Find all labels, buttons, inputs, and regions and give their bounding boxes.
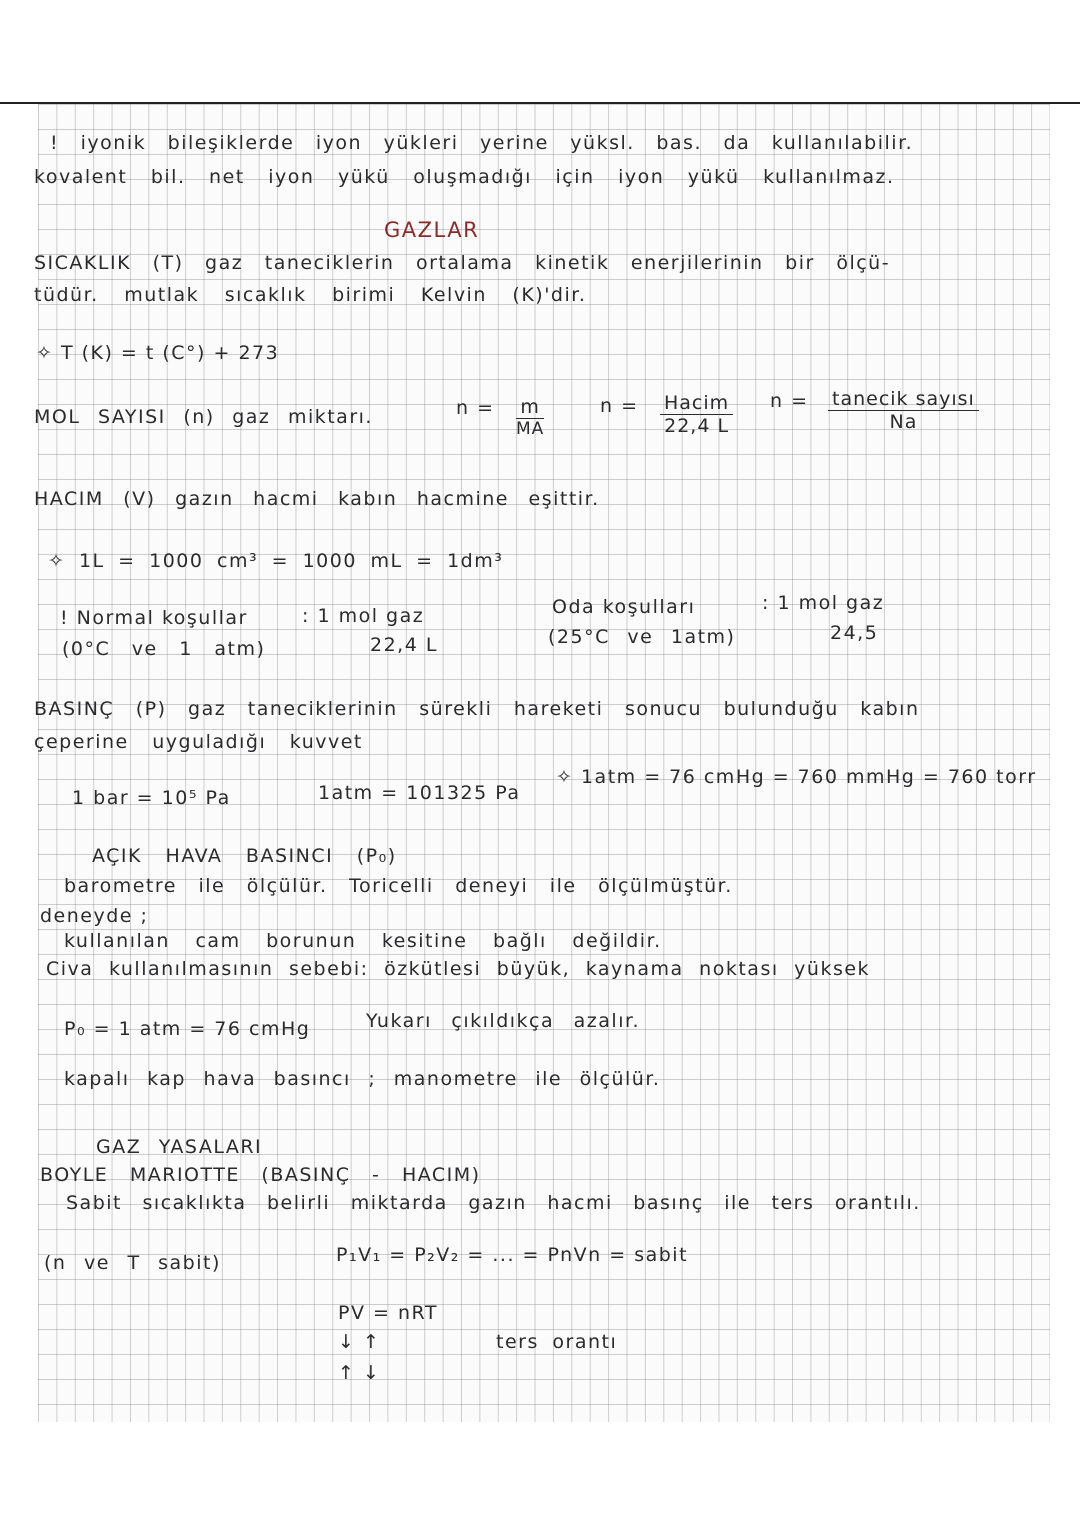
subsection-title: GAZ YASALARI	[96, 1136, 263, 1158]
numerator: tanecik sayısı	[828, 388, 979, 411]
arrows: ↓ ↑	[338, 1331, 381, 1353]
note-line: deneyde ;	[40, 905, 149, 927]
formula-ideal-gas: PV = nRT	[338, 1302, 438, 1324]
fraction-volume	[660, 392, 733, 437]
denominator: 22,4 L	[664, 415, 730, 437]
note-line: ! Normal koşullar	[60, 607, 248, 629]
note-line: (0°C ve 1 atm)	[62, 638, 266, 660]
note-line: Civa kullanılmasının sebebi: özkütlesi büyük, kaynama noktası yüksek	[46, 958, 871, 980]
formula-boyle: P₁V₁ = P₂V₂ = ... = PnVn = sabit	[336, 1244, 689, 1266]
formula-volume: ✧ 1L = 1000 cm³ = 1000 mL = 1dm³	[48, 550, 504, 572]
numerator: Hacim	[660, 392, 733, 415]
note-line: P₀ = 1 atm = 76 cmHg	[64, 1018, 311, 1040]
numerator: m	[516, 396, 544, 419]
note-line: Oda koşulları	[552, 596, 696, 618]
note-line: ters orantı	[496, 1331, 618, 1353]
note-line: 1 bar = 10⁵ Pa	[72, 787, 231, 809]
note-line: (n ve T sabit)	[44, 1252, 221, 1274]
note-line: tüdür. mutlak sıcaklık birimi Kelvin (K)'dir.	[34, 284, 587, 306]
denominator: MA	[516, 419, 545, 439]
note-line: BASINÇ (P) gaz taneciklerinin sürekli hareketi sonucu bulunduğu kabın	[34, 698, 920, 720]
note-line: 1atm = 101325 Pa	[318, 782, 521, 804]
formula-lhs: n =	[456, 397, 495, 419]
note-line: SICAKLIK (T) gaz taneciklerin ortalama kinetik enerjilerinin bir ölçü-	[34, 252, 891, 274]
denominator: Na	[889, 411, 918, 433]
formula-lhs: n =	[770, 390, 809, 412]
note-line: MOL SAYISI (n) gaz miktarı.	[34, 406, 373, 428]
note-line: kapalı kap hava basıncı ; manometre ile ölçülür.	[64, 1068, 661, 1090]
note-line: ! iyonik bileşiklerde iyon yükleri yerine yüksl. bas. da kullanılabilir.	[50, 132, 914, 154]
fraction-particles	[828, 388, 979, 433]
formula-lhs: n =	[600, 395, 639, 417]
note-line: kullanılan cam borunun kesitine bağlı değildir.	[64, 930, 662, 952]
note-line: kovalent bil. net iyon yükü oluşmadığı için iyon yükü kullanılmaz.	[34, 166, 895, 188]
formula-kelvin: ✧ T (K) = t (C°) + 273	[36, 342, 280, 364]
note-line: Yukarı çıkıldıkça azalır.	[366, 1010, 641, 1032]
note-line: 24,5	[830, 622, 879, 644]
note-line: ✧ 1atm = 76 cmHg = 760 mmHg = 760 torr	[556, 766, 1037, 788]
subsection-title: BOYLE MARIOTTE (BASINÇ - HACIM)	[40, 1164, 481, 1186]
note-line: çeperine uyguladığı kuvvet	[34, 731, 363, 753]
note-line: HACIM (V) gazın hacmi kabın hacmine eşittir.	[34, 488, 600, 510]
fraction-mass	[516, 396, 544, 439]
arrows: ↑ ↓	[338, 1362, 381, 1384]
note-line: : 1 mol gaz	[302, 605, 425, 627]
section-title: GAZLAR	[384, 218, 480, 242]
subsection-title: AÇIK HAVA BASINCI (P₀)	[92, 845, 397, 867]
note-line: : 1 mol gaz	[762, 592, 885, 614]
note-line: 22,4 L	[370, 634, 438, 656]
note-line: Sabit sıcaklıkta belirli miktarda gazın hacmi basınç ile ters orantılı.	[66, 1192, 921, 1214]
note-line: (25°C ve 1atm)	[548, 626, 736, 648]
note-line: barometre ile ölçülür. Toricelli deneyi ile ölçülmüştür.	[64, 875, 733, 897]
